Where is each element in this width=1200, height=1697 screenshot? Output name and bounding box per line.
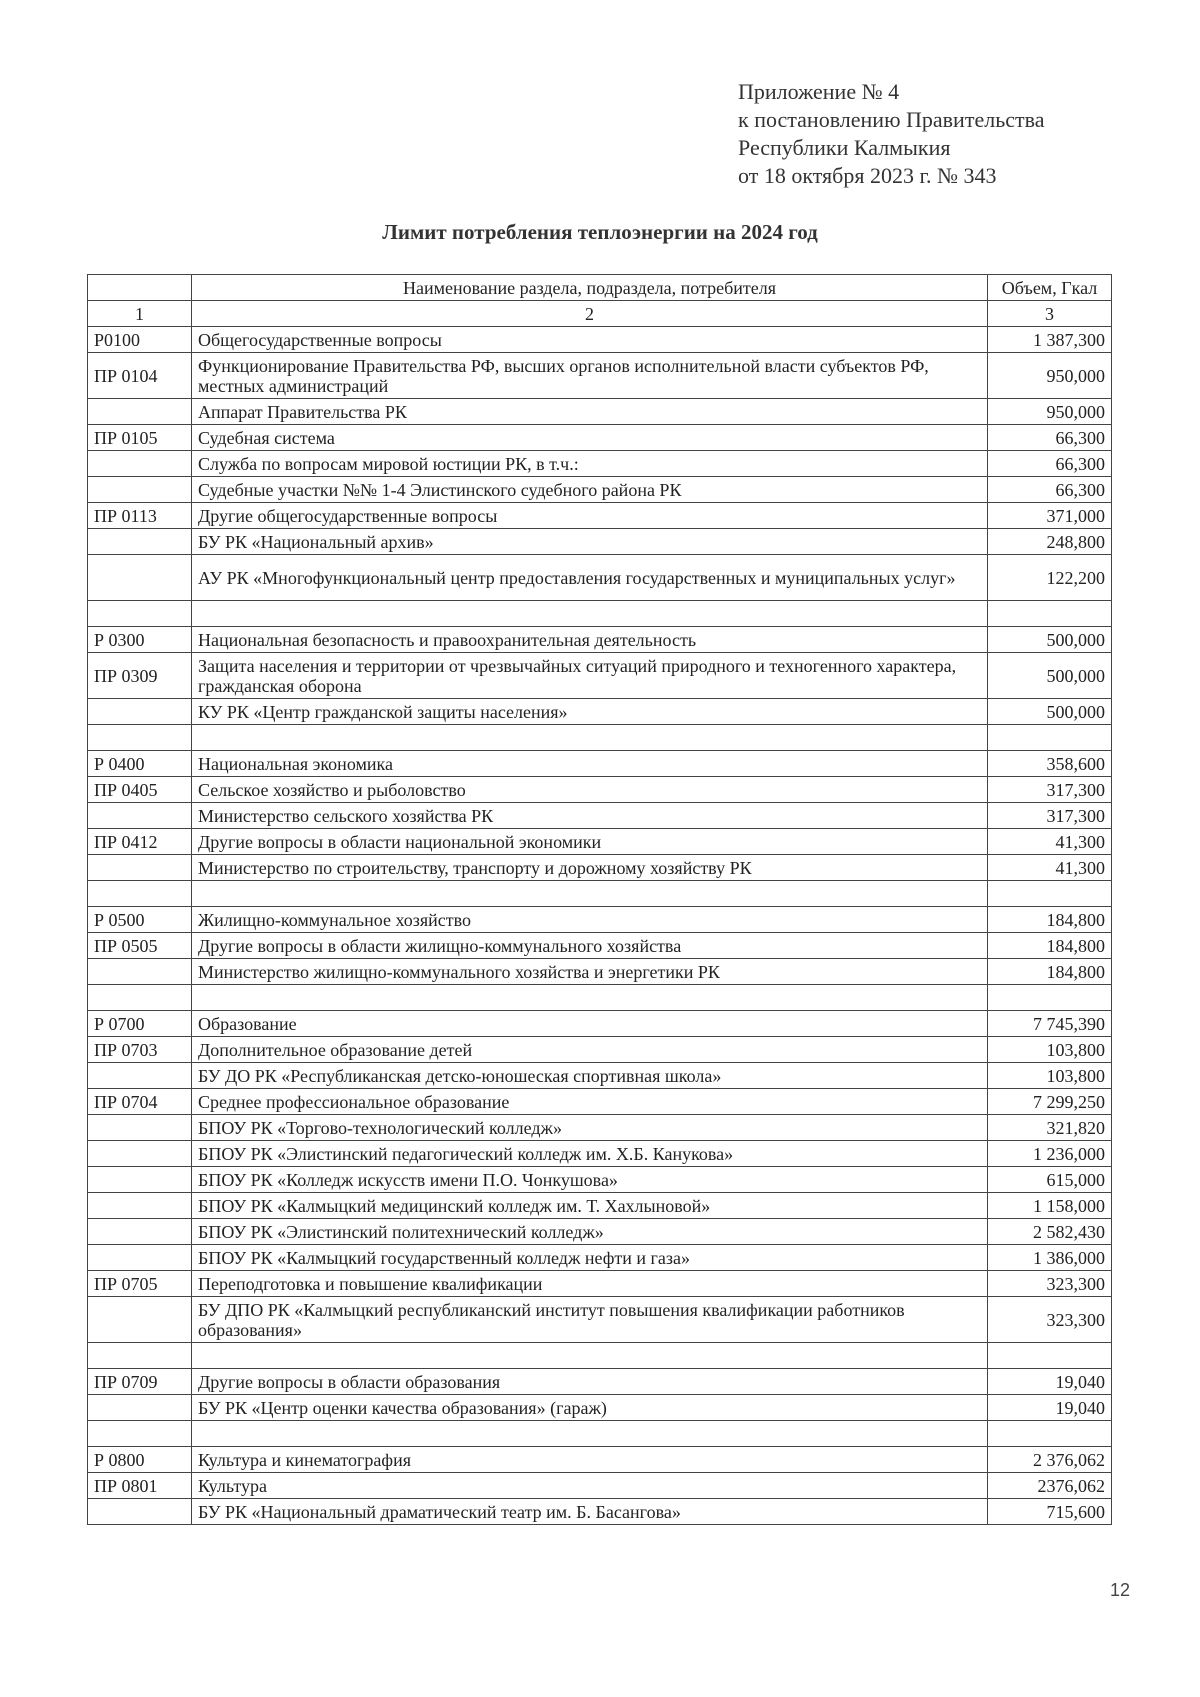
row-code-cell: ПР 0412 bbox=[88, 829, 192, 855]
table-row bbox=[88, 1011, 1112, 1037]
row-name-cell: БУ ДПО РК «Калмыцкий республиканский институт повышения квалификации работников образования» bbox=[192, 1297, 988, 1343]
table-row bbox=[88, 1219, 1112, 1245]
appendix-block bbox=[738, 78, 1044, 190]
table-row bbox=[88, 327, 1112, 353]
table-row bbox=[88, 1089, 1112, 1115]
row-volume-cell: 66,300 bbox=[988, 451, 1112, 477]
table-row bbox=[88, 1447, 1112, 1473]
row-volume-cell: 317,300 bbox=[988, 777, 1112, 803]
appendix-line-4: от 18 октября 2023 г. № 343 bbox=[738, 163, 997, 188]
row-code-cell bbox=[88, 1193, 192, 1219]
table-row bbox=[88, 1037, 1112, 1063]
row-code-cell: ПР 0705 bbox=[88, 1271, 192, 1297]
row-name-cell bbox=[192, 985, 988, 1011]
row-name-cell: Министерство жилищно-коммунального хозяйства и энергетики РК bbox=[192, 959, 988, 985]
document-title: Лимит потребления теплоэнергии на 2024 год bbox=[382, 220, 818, 244]
row-name-cell: Аппарат Правительства РК bbox=[192, 399, 988, 425]
row-code-cell bbox=[88, 1063, 192, 1089]
table-row bbox=[88, 451, 1112, 477]
row-volume-cell: 950,000 bbox=[988, 399, 1112, 425]
table-row bbox=[88, 353, 1112, 399]
limits-table-body bbox=[88, 275, 1112, 1525]
row-code-cell: ПР 0105 bbox=[88, 425, 192, 451]
row-code-cell: ПР 0405 bbox=[88, 777, 192, 803]
table-row bbox=[88, 555, 1112, 601]
row-code-cell: ПР 0801 bbox=[88, 1473, 192, 1499]
row-volume-cell bbox=[988, 1421, 1112, 1447]
row-name-cell: КУ РК «Центр гражданской защиты населения» bbox=[192, 699, 988, 725]
table-row bbox=[88, 1193, 1112, 1219]
row-code-cell bbox=[88, 985, 192, 1011]
table-row bbox=[88, 907, 1112, 933]
row-code-cell: ПР 0113 bbox=[88, 503, 192, 529]
table-row bbox=[88, 855, 1112, 881]
row-volume-cell: 248,800 bbox=[988, 529, 1112, 555]
row-volume-cell: 184,800 bbox=[988, 907, 1112, 933]
row-name-cell bbox=[192, 601, 988, 627]
row-volume-cell: 2 582,430 bbox=[988, 1219, 1112, 1245]
row-name-cell: Другие общегосударственные вопросы bbox=[192, 503, 988, 529]
table-row bbox=[88, 425, 1112, 451]
row-volume-cell bbox=[988, 1343, 1112, 1369]
row-name-cell: БПОУ РК «Калмыцкий государственный колледж нефти и газа» bbox=[192, 1245, 988, 1271]
row-code-cell: ПР 0703 bbox=[88, 1037, 192, 1063]
row-code-cell bbox=[88, 529, 192, 555]
row-code-cell bbox=[88, 855, 192, 881]
row-name-cell: Другие вопросы в области национальной экономики bbox=[192, 829, 988, 855]
row-volume-cell: 323,300 bbox=[988, 1297, 1112, 1343]
table-row bbox=[88, 529, 1112, 555]
table-spacer-row bbox=[88, 601, 1112, 627]
table-row bbox=[88, 1141, 1112, 1167]
row-code-cell: ПР 0704 bbox=[88, 1089, 192, 1115]
table-row bbox=[88, 1395, 1112, 1421]
row-name-cell: Другие вопросы в области образования bbox=[192, 1369, 988, 1395]
row-code-cell bbox=[88, 959, 192, 985]
row-name-cell: Другие вопросы в области жилищно-коммунального хозяйства bbox=[192, 933, 988, 959]
row-name-cell: АУ РК «Многофункциональный центр предоставления государственных и муниципальных услуг» bbox=[192, 555, 988, 601]
table-row bbox=[88, 777, 1112, 803]
header-code-cell bbox=[88, 275, 192, 301]
row-name-cell: Среднее профессиональное образование bbox=[192, 1089, 988, 1115]
table-row bbox=[88, 1271, 1112, 1297]
row-volume-cell: 184,800 bbox=[988, 959, 1112, 985]
row-name-cell: Министерство сельского хозяйства РК bbox=[192, 803, 988, 829]
row-name-cell bbox=[192, 725, 988, 751]
row-name-cell bbox=[192, 881, 988, 907]
row-volume-cell: 371,000 bbox=[988, 503, 1112, 529]
row-name-cell: БПОУ РК «Элистинский педагогический колледж им. Х.Б. Канукова» bbox=[192, 1141, 988, 1167]
row-name-cell: БУ РК «Национальный драматический театр им. Б. Басангова» bbox=[192, 1499, 988, 1525]
table-spacer-row bbox=[88, 1421, 1112, 1447]
table-spacer-row bbox=[88, 1343, 1112, 1369]
row-volume-cell: 41,300 bbox=[988, 829, 1112, 855]
appendix-line-1: Приложение № 4 bbox=[738, 79, 900, 104]
row-volume-cell: 321,820 bbox=[988, 1115, 1112, 1141]
row-name-cell: БПОУ РК «Калмыцкий медицинский колледж им. Т. Хахлыновой» bbox=[192, 1193, 988, 1219]
row-name-cell: Культура bbox=[192, 1473, 988, 1499]
row-code-cell: Р 0300 bbox=[88, 627, 192, 653]
table-row bbox=[88, 1369, 1112, 1395]
table-spacer-row bbox=[88, 725, 1112, 751]
row-volume-cell: 1 386,000 bbox=[988, 1245, 1112, 1271]
row-name-cell: Судебная система bbox=[192, 425, 988, 451]
row-code-cell bbox=[88, 1219, 192, 1245]
row-code-cell bbox=[88, 555, 192, 601]
row-volume-cell: 1 236,000 bbox=[988, 1141, 1112, 1167]
row-volume-cell: 358,600 bbox=[988, 751, 1112, 777]
table-row bbox=[88, 1115, 1112, 1141]
table-row bbox=[88, 1499, 1112, 1525]
table-row bbox=[88, 627, 1112, 653]
table-row bbox=[88, 477, 1112, 503]
row-name-cell: БУ РК «Центр оценки качества образования» (гараж) bbox=[192, 1395, 988, 1421]
row-volume-cell: 66,300 bbox=[988, 477, 1112, 503]
row-name-cell: БУ РК «Национальный архив» bbox=[192, 529, 988, 555]
row-volume-cell: 2 376,062 bbox=[988, 1447, 1112, 1473]
row-name-cell: Министерство по строительству, транспорту и дорожному хозяйству РК bbox=[192, 855, 988, 881]
row-code-cell: Р0100 bbox=[88, 327, 192, 353]
row-volume-cell: 103,800 bbox=[988, 1037, 1112, 1063]
row-name-cell: Дополнительное образование детей bbox=[192, 1037, 988, 1063]
row-name-cell: Культура и кинематография bbox=[192, 1447, 988, 1473]
row-volume-cell: 7 299,250 bbox=[988, 1089, 1112, 1115]
row-volume-cell: 19,040 bbox=[988, 1395, 1112, 1421]
numbering-cell-1: 1 bbox=[88, 301, 192, 327]
row-code-cell bbox=[88, 803, 192, 829]
row-code-cell: Р 0700 bbox=[88, 1011, 192, 1037]
row-name-cell: Общегосударственные вопросы bbox=[192, 327, 988, 353]
row-volume-cell: 323,300 bbox=[988, 1271, 1112, 1297]
table-row bbox=[88, 399, 1112, 425]
table-row bbox=[88, 933, 1112, 959]
row-volume-cell: 500,000 bbox=[988, 699, 1112, 725]
row-volume-cell: 1 158,000 bbox=[988, 1193, 1112, 1219]
table-numbering-row bbox=[88, 301, 1112, 327]
row-code-cell: ПР 0104 bbox=[88, 353, 192, 399]
row-name-cell: Защита населения и территории от чрезвычайных ситуаций природного и техногенного характера, гражданская оборона bbox=[192, 653, 988, 699]
row-code-cell bbox=[88, 1421, 192, 1447]
row-name-cell bbox=[192, 1343, 988, 1369]
row-code-cell bbox=[88, 399, 192, 425]
row-volume-cell: 41,300 bbox=[988, 855, 1112, 881]
row-code-cell: Р 0400 bbox=[88, 751, 192, 777]
table-row bbox=[88, 1245, 1112, 1271]
row-name-cell: Функционирование Правительства РФ, высших органов исполнительной власти субъектов РФ, местных администраций bbox=[192, 353, 988, 399]
header-name-cell: Наименование раздела, подраздела, потребителя bbox=[192, 275, 988, 301]
row-name-cell: БУ ДО РК «Республиканская детско-юношеская спортивная школа» bbox=[192, 1063, 988, 1089]
row-name-cell: БПОУ РК «Колледж искусств имени П.О. Чонкушова» bbox=[192, 1167, 988, 1193]
row-code-cell bbox=[88, 1115, 192, 1141]
row-volume-cell: 184,800 bbox=[988, 933, 1112, 959]
header-volume-cell: Объем, Гкал bbox=[988, 275, 1112, 301]
numbering-cell-3: 3 bbox=[988, 301, 1112, 327]
row-code-cell: ПР 0709 bbox=[88, 1369, 192, 1395]
row-code-cell bbox=[88, 1167, 192, 1193]
numbering-cell-2: 2 bbox=[192, 301, 988, 327]
table-spacer-row bbox=[88, 881, 1112, 907]
row-volume-cell: 7 745,390 bbox=[988, 1011, 1112, 1037]
table-row bbox=[88, 1473, 1112, 1499]
row-code-cell: Р 0800 bbox=[88, 1447, 192, 1473]
row-volume-cell: 66,300 bbox=[988, 425, 1112, 451]
row-code-cell bbox=[88, 1141, 192, 1167]
row-code-cell: ПР 0309 bbox=[88, 653, 192, 699]
row-volume-cell: 500,000 bbox=[988, 653, 1112, 699]
row-volume-cell: 122,200 bbox=[988, 555, 1112, 601]
row-name-cell: Переподготовка и повышение квалификации bbox=[192, 1271, 988, 1297]
row-volume-cell bbox=[988, 725, 1112, 751]
row-name-cell: Судебные участки №№ 1-4 Элистинского судебного района РК bbox=[192, 477, 988, 503]
table-row bbox=[88, 653, 1112, 699]
table-row bbox=[88, 699, 1112, 725]
table-row bbox=[88, 829, 1112, 855]
row-name-cell: Национальная экономика bbox=[192, 751, 988, 777]
table-row bbox=[88, 751, 1112, 777]
row-code-cell bbox=[88, 725, 192, 751]
table-row bbox=[88, 1063, 1112, 1089]
row-code-cell bbox=[88, 1499, 192, 1525]
row-volume-cell: 19,040 bbox=[988, 1369, 1112, 1395]
row-name-cell bbox=[192, 1421, 988, 1447]
row-volume-cell bbox=[988, 985, 1112, 1011]
row-volume-cell bbox=[988, 881, 1112, 907]
row-name-cell: Сельское хозяйство и рыболовство bbox=[192, 777, 988, 803]
table-row bbox=[88, 1297, 1112, 1343]
table-row bbox=[88, 503, 1112, 529]
table-header-row bbox=[88, 275, 1112, 301]
row-name-cell: Служба по вопросам мировой юстиции РК, в т.ч.: bbox=[192, 451, 988, 477]
limits-table bbox=[87, 274, 1112, 1525]
row-volume-cell: 103,800 bbox=[988, 1063, 1112, 1089]
row-code-cell bbox=[88, 1343, 192, 1369]
appendix-line-3: Республики Калмыкия bbox=[738, 135, 951, 160]
row-code-cell bbox=[88, 1297, 192, 1343]
page-number: 12 bbox=[1110, 1580, 1131, 1600]
row-volume-cell: 950,000 bbox=[988, 353, 1112, 399]
row-name-cell: Жилищно-коммунальное хозяйство bbox=[192, 907, 988, 933]
row-volume-cell bbox=[988, 601, 1112, 627]
row-code-cell bbox=[88, 601, 192, 627]
row-volume-cell: 2376,062 bbox=[988, 1473, 1112, 1499]
row-code-cell bbox=[88, 881, 192, 907]
table-row bbox=[88, 959, 1112, 985]
row-name-cell: Образование bbox=[192, 1011, 988, 1037]
row-code-cell bbox=[88, 477, 192, 503]
table-row bbox=[88, 1167, 1112, 1193]
row-volume-cell: 615,000 bbox=[988, 1167, 1112, 1193]
row-volume-cell: 500,000 bbox=[988, 627, 1112, 653]
appendix-line-2: к постановлению Правительства bbox=[738, 107, 1045, 132]
row-code-cell: Р 0500 bbox=[88, 907, 192, 933]
row-code-cell: ПР 0505 bbox=[88, 933, 192, 959]
row-volume-cell: 1 387,300 bbox=[988, 327, 1112, 353]
row-name-cell: БПОУ РК «Торгово-технологический колледж» bbox=[192, 1115, 988, 1141]
row-volume-cell: 715,600 bbox=[988, 1499, 1112, 1525]
table-spacer-row bbox=[88, 985, 1112, 1011]
row-volume-cell: 317,300 bbox=[988, 803, 1112, 829]
row-name-cell: Национальная безопасность и правоохранительная деятельность bbox=[192, 627, 988, 653]
row-name-cell: БПОУ РК «Элистинский политехнический колледж» bbox=[192, 1219, 988, 1245]
table-row bbox=[88, 803, 1112, 829]
row-code-cell bbox=[88, 1395, 192, 1421]
row-code-cell bbox=[88, 1245, 192, 1271]
row-code-cell bbox=[88, 451, 192, 477]
row-code-cell bbox=[88, 699, 192, 725]
